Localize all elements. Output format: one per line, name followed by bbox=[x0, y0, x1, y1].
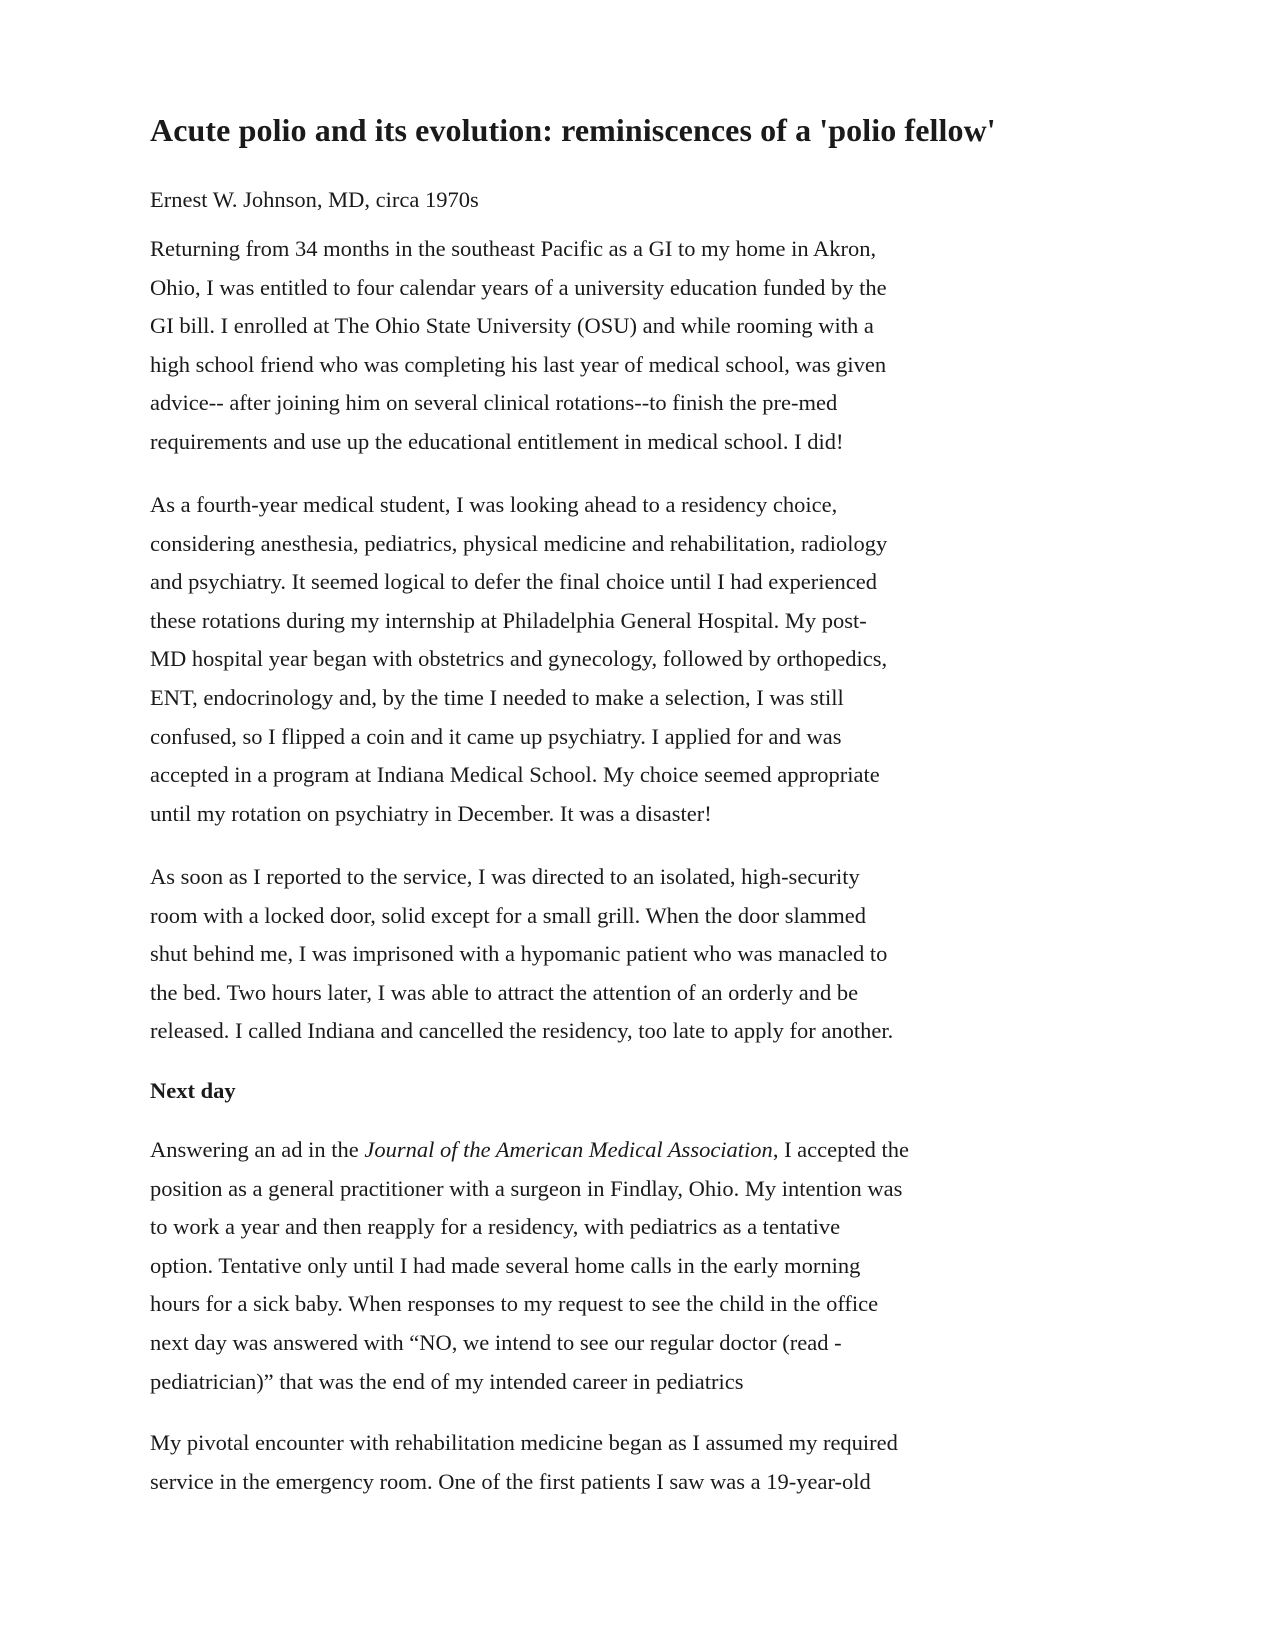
text-line: and psychiatry. It seemed logical to defer the final choice until I had experienced bbox=[150, 569, 877, 595]
text-line: next day was answered with “NO, we intend to see our regular doctor (read - bbox=[150, 1329, 842, 1355]
text-line: shut behind me, I was imprisoned with a hypomanic patient who was manacled to bbox=[150, 941, 888, 967]
document-title: Acute polio and its evolution: reminiscences of a 'polio fellow' bbox=[150, 112, 996, 148]
text-line: MD hospital year began with obstetrics and gynecology, followed by orthopedics, bbox=[150, 646, 888, 672]
text-line: released. I called Indiana and cancelled the residency, too late to apply for another. bbox=[150, 1018, 894, 1044]
text-line: GI bill. I enrolled at The Ohio State University (OSU) and while rooming with a bbox=[150, 313, 874, 339]
paragraph-1 bbox=[150, 230, 887, 462]
text-line: Returning from 34 months in the southeast Pacific as a GI to my home in Akron, bbox=[150, 236, 877, 261]
text-line: to work a year and then reapply for a residency, with pediatrics as a tentative bbox=[150, 1214, 841, 1240]
text-line: advice-- after joining him on several clinical rotations--to finish the pre-med bbox=[150, 390, 838, 416]
text-line: considering anesthesia, pediatrics, physical medicine and rehabilitation, radiology bbox=[150, 530, 888, 556]
text-line: Ohio, I was entitled to four calendar years of a university education funded by the bbox=[150, 274, 887, 300]
text-line: As soon as I reported to the service, I was directed to an isolated, high-security bbox=[150, 864, 860, 889]
paragraph-4 bbox=[150, 1131, 909, 1401]
text-line: requirements and use up the educational entitlement in medical school. I did! bbox=[150, 428, 844, 454]
text-line: high school friend who was completing his last year of medical school, was given bbox=[150, 351, 887, 377]
text-line: pediatrician)” that was the end of my intended career in pediatrics bbox=[150, 1368, 744, 1394]
paragraph-3 bbox=[150, 858, 893, 1051]
text-line: hours for a sick baby. When responses to my request to see the child in the office bbox=[150, 1291, 879, 1317]
text-line: room with a locked door, solid except for a small grill. When the door slammed bbox=[150, 902, 867, 928]
text-line: My pivotal encounter with rehabilitation medicine began as I assumed my required bbox=[150, 1430, 898, 1455]
section-heading: Next day bbox=[150, 1078, 236, 1103]
author-byline: Ernest W. Johnson, MD, circa 1970s bbox=[150, 187, 479, 212]
text-line: As a fourth-year medical student, I was looking ahead to a residency choice, bbox=[150, 492, 838, 517]
text-line bbox=[150, 1131, 909, 1170]
text-line: service in the emergency room. One of the first patients I saw was a 19-year-old bbox=[150, 1468, 871, 1494]
paragraph-5 bbox=[150, 1424, 898, 1501]
text-line: accepted in a program at Indiana Medical School. My choice seemed appropriate bbox=[150, 762, 880, 788]
text-run: Answering an ad in the bbox=[150, 1137, 365, 1162]
text-line: ENT, endocrinology and, by the time I needed to make a selection, I was still bbox=[150, 684, 844, 710]
journal-title: Journal of the American Medical Association bbox=[364, 1137, 773, 1162]
text-line: these rotations during my internship at Philadelphia General Hospital. My post- bbox=[150, 607, 867, 633]
text-line: option. Tentative only until I had made several home calls in the early morning bbox=[150, 1252, 861, 1278]
text-line: confused, so I flipped a coin and it came up psychiatry. I applied for and was bbox=[150, 723, 842, 749]
text-run: , I accepted the bbox=[772, 1137, 909, 1162]
paragraph-2 bbox=[150, 486, 887, 833]
text-line: the bed. Two hours later, I was able to attract the attention of an orderly and be bbox=[150, 979, 859, 1005]
text-line: position as a general practitioner with a surgeon in Findlay, Ohio. My intention was bbox=[150, 1175, 903, 1201]
text-line: until my rotation on psychiatry in December. It was a disaster! bbox=[150, 800, 712, 826]
